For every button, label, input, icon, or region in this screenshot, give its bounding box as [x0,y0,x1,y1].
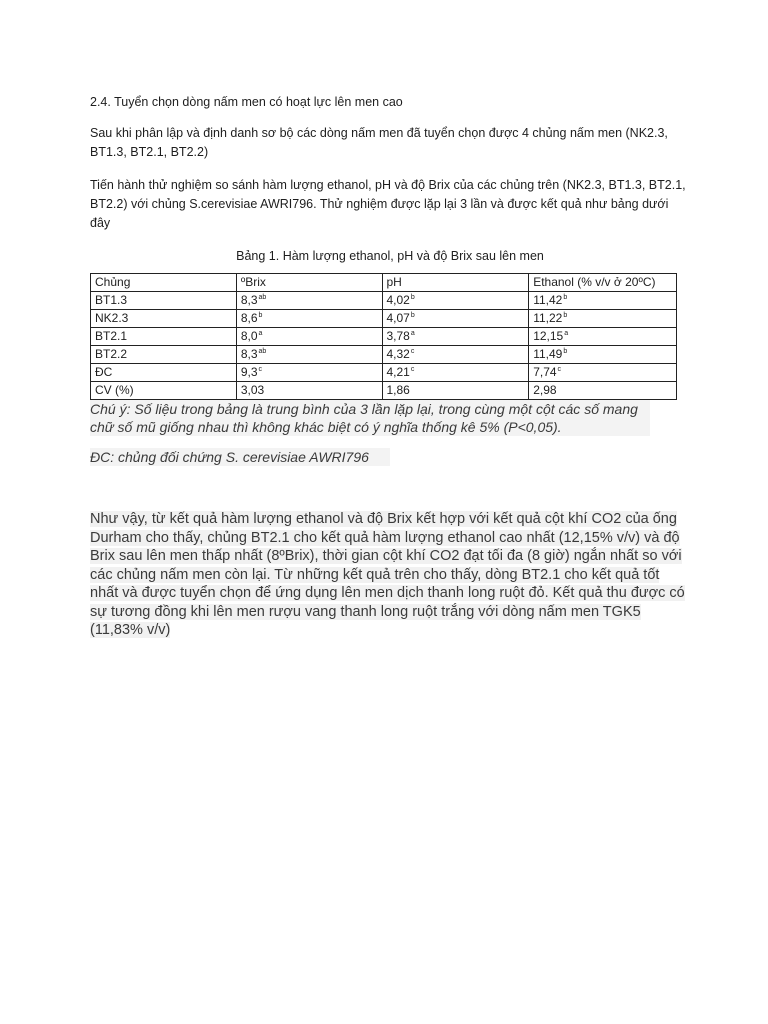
results-table [90,273,677,400]
table-header-row [91,274,677,292]
table-header-cell: pH [382,274,529,292]
table-cell-ph [382,382,529,400]
table-cell-ethanol [529,382,677,400]
table-row [91,364,677,382]
significance-superscript: a [410,330,415,337]
cell-value: 4,32 [386,347,410,361]
table-cell-strain [91,364,237,382]
table-cell-strain [91,310,237,328]
significance-superscript: b [410,294,415,301]
cell-value: 11,42 [533,293,563,307]
document-content [90,93,690,654]
significance-superscript: ab [258,348,267,355]
table-cell-ethanol [529,292,677,310]
significance-superscript: b [563,348,568,355]
cell-value: 12,15 [533,329,564,343]
table-cell-ethanol [529,328,677,346]
cell-value: 11,22 [533,311,563,325]
conclusion-text: Như vậy, từ kết quả hàm lượng ethanol và độ Brix kết hợp với kết quả cột khí CO2 của ống Durham cho thấy, chủng BT2.1 cho kết quả hàm lượng ethanol cao nhất (12,15% v/v) và độ Brix sau lên men thấp nhất (8ºBrix), thời gian cột khí CO2 đạt tối đa (8 giờ) ngắn nhất so với các chủng nấm men còn lại. Từ những kết quả trên cho thấy, dòng BT2.1 cho kết quả tốt nhất và được tuyển chọn để ứng dụng lên men dịch thanh long ruột đỏ. Kết quả thu được có sự tương đồng khi lên men rượu vang thanh long ruột trắng với dòng nấm men TGK5 (11,83% v/v) [90,511,685,638]
table-cell-brix [236,292,382,310]
table-notes [90,400,690,466]
table-cell-ph [382,364,529,382]
significance-superscript: a [564,330,569,337]
cell-value: ĐC [95,365,113,379]
cell-value: 2,98 [533,383,557,397]
cell-value: 1,86 [386,383,410,397]
section-heading: 2.4. Tuyển chọn dòng nấm men có hoạt lực lên men cao [90,95,403,109]
table-cell-ethanol [529,346,677,364]
significance-superscript: ab [258,294,267,301]
cell-value: 3,78 [386,329,410,343]
table-cell-brix [236,364,382,382]
table-row [91,382,677,400]
table-note-control: ĐC: chủng đối chứng S. cerevisiae AWRI796 [90,448,390,466]
results-table-body [91,274,677,400]
paragraph-isolation: Sau khi phân lập và định danh sơ bộ các dòng nấm men đã tuyển chọn được 4 chủng nấm men (NK2.3, BT1.3, BT2.1, BT2.2) [90,126,668,159]
significance-superscript: c [410,348,415,355]
table-row [91,346,677,364]
table-cell-ph [382,328,529,346]
cell-value: NK2.3 [95,311,129,325]
table-cell-brix [236,328,382,346]
table-cell-ethanol [529,310,677,328]
table-cell-strain [91,382,237,400]
cell-value: BT2.2 [95,347,128,361]
significance-superscript: c [410,366,415,373]
table-cell-ph [382,346,529,364]
cell-value: 4,07 [386,311,410,325]
table-caption: Bảng 1. Hàm lượng ethanol, pH và độ Brix sau lên men [236,249,544,263]
cell-value: 4,21 [386,365,410,379]
table-cell-brix [236,346,382,364]
table-cell-ph [382,310,529,328]
cell-value: BT1.3 [95,293,128,307]
table-cell-strain [91,292,237,310]
table-cell-strain [91,346,237,364]
significance-superscript: b [410,312,415,319]
cell-value: 8,3 [240,293,258,307]
table-row [91,292,677,310]
significance-superscript: b [563,294,568,301]
cell-value: CV (%) [95,383,134,397]
significance-superscript: c [258,366,263,373]
cell-value: 4,02 [386,293,410,307]
cell-value: 8,0 [240,329,258,343]
table-note-significance: Chú ý: Số liệu trong bảng là trung bình của 3 lần lặp lại, trong cùng một cột các số mang chữ số mũ giống nhau thì không khác biệt có ý nghĩa thống kê 5% (P<0,05). [90,400,650,436]
table-cell-strain [91,328,237,346]
table-cell-brix [236,310,382,328]
table-cell-ethanol [529,364,677,382]
cell-value: 3,03 [240,383,265,397]
cell-value: 8,6 [240,311,258,325]
significance-superscript: b [563,312,568,319]
cell-value: BT2.1 [95,329,128,343]
paragraph-experiment: Tiến hành thử nghiệm so sánh hàm lượng ethanol, pH và độ Brix của các chủng trên (NK2.3, BT1.3, BT2.1, BT2.2) với chủng S.cerevisiae AWRI796. Thử nghiệm được lặp lại 3 lần và được kết quả như bảng dưới đây [90,178,686,230]
table-header-cell: Chủng [91,274,237,292]
table-row [91,328,677,346]
table-header-cell: Ethanol (% v/v ở 20ºC) [529,274,677,292]
table-header-cell: ºBrix [236,274,382,292]
significance-superscript: c [557,366,562,373]
cell-value: 7,74 [533,365,557,379]
cell-value: 9,3 [240,365,258,379]
table-cell-brix [236,382,382,400]
cell-value: 8,3 [240,347,258,361]
significance-superscript: b [258,312,263,319]
significance-superscript: a [258,330,263,337]
table-row [91,310,677,328]
cell-value: 11,49 [533,347,563,361]
table-cell-ph [382,292,529,310]
conclusion-paragraph [90,510,690,640]
